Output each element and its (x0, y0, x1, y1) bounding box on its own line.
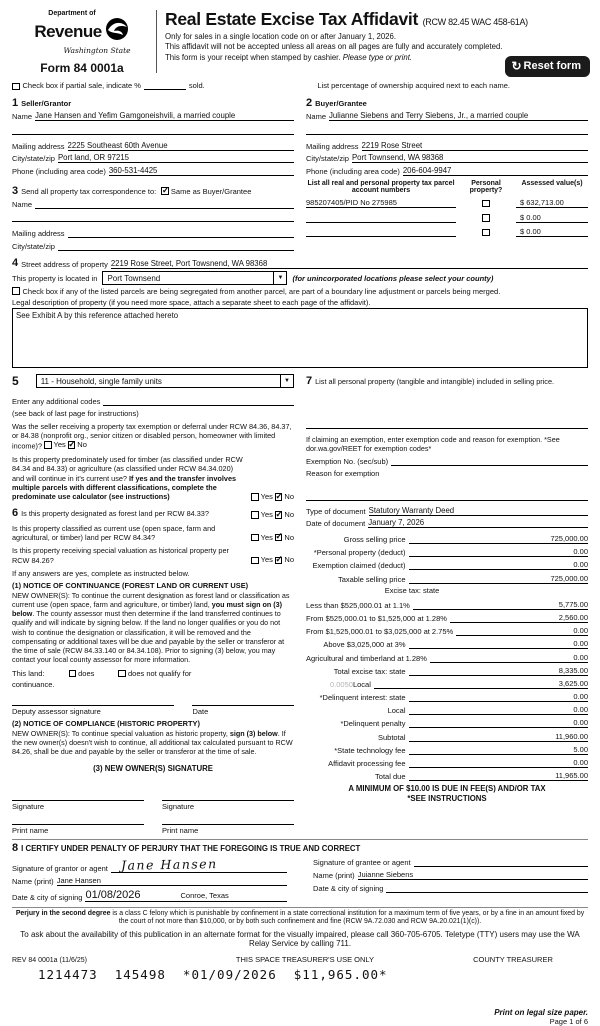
historic-question: Is this property receiving special valuation as historical property per RCW 84.26? Yes ✓ No (12, 546, 294, 565)
seller-section: 1 Seller/Grantor Name Jane Hansen and Yefim Gamgoneishvili, a married couple Mailing address 2225 Southeast 60th Avenue City/state/zip Port land, OR 97215 Phone (including area code) 360-531-4425 3 Send all property tax correspondence to: ✓ Same as Buyer/Grantee Name Mailing address City/state/zip (12, 94, 294, 253)
property-address-section: 4 Street address of property 2219 Rose Street, Port Towsnend, WA 98368 This property is located in Port Townsend ▼ (for unincorporated locations please select your county) Check box if any of the listed parcels are being segregated from another parcel, are part of a boundary line adjustment or parcels being merged. Legal description of property (if you need more space, attach a separate sheet to each page of the affidavit). See Exhibit A by this reference attached hereto (12, 257, 588, 368)
title-rcw: (RCW 82.45 WAC 458-61A) (422, 17, 528, 27)
tier4-tax[interactable]: 0.00 (508, 639, 588, 649)
buyer-city-field[interactable]: Port Townsend, WA 98368 (352, 153, 588, 163)
affidavit-page: Department of Revenue Washington State Form 84 0001a Real Estate Excise Tax Affidavit (RCW 82.45 WAC 458-61A) Only for sales in a single location code on or after January 1, 2026. This affidavit will not be accepted unless all areas on all pages are fully and accurately completed. This form is your receipt when stamped by cashier. Please type or print. ↻ Reset form Check box if partial sale, indicate % sold. List percentage of ownership acquired next to each name. 1 Seller/Grantor Name Jane Hansen and Yefim Gamgoneishvili, a married couple Mailing address 2225 Southeast 60th Avenue City/state/zip Port land, OR 97215 Phone (including area code) 360-531-4425 3 Send all property tax correspondence to: ✓ Same as Buyer/Grantee Name Mailing address City/state/zip 2 Buyer/Grantee Name Julianne Siebens and Terry Siebens, Jr., a married couple Mailing address 2219 Rose Street City/state/zip Port Townsend, WA 98368 Phone (including area code) 206-604-9947 List all real and personal property tax parcel account numbers Personal property? Assessed value(s) 985207405/PID No 275985 $ 632,713.00 $ 0.00 $ 0.00 4 Street address of property 2219 Rose Street, Port Towsnend, WA 98368 This property is located in Port Townsend ▼ (for unincorporated locations please select your county) Check box if any of the listed parcels are being segregated from another parcel, are part of a boundary line adjustment or parcels being merged. Legal description of property (if you need more space, attach a separate sheet to each page of the affidavit). See Exhibit A by this reference attached hereto 5 11 - Household, single family units ▼ Enter any additional codes (see back of last page for instructions) Was the seller receiving a property tax exemption or deferral under RCW 84.36, 84.37, or 84.38 (nonprofit org., senior citizen or disabled person, homeowner with limited income)? Yes ✓ No Is this property predominately used for timber (as classified under RCW 84.34 and 84.33) or agriculture (as classified under RCW 84.34.020) and will continue in it's current use? If yes and the transfer involves multiple parcels with different classifications, complete the predominate use calculator (see instructions) Yes ✓ No 6 Is this property designated as forest land per RCW 84.33? Yes ✓ No Is this property classified as current use (open space, farm and agricultural, or timber) land per RCW 84.34? Yes ✓ No Is this property receiving special valuation as historical property per RCW 84.26? Yes ✓ No If any answers are yes, complete as instructed below. (1) NOTICE OF CONTINUANCE (FOREST LAND OR CURRENT USE) NEW OWNER(S): To continue the current designation as forest land or classification as current use (open space, farm and agriculture, or timber) land, you must sign on (3) below. The county assessor must then determine if the land transferred continues to qualify and will indicate by signing below. If the land no longer qualifies or you do not wish to continue the designation or classification, it will be removed and the compensating or additional taxes will be due and payable by the seller or transferor at the time of sale (RCW 84.33.140 or 84.34.108). Prior to signing (3) below, you may contact your local county assessor for more information. This land: does does not qualify for continuance. Deputy assessor signature Date (2) NOTICE OF COMPLIANCE (HISTORIC PROPERTY) NEW OWNER(S): To continue special valuation as historic property, sign (3) below. If the new owner(s) doesn't wish to continue, all additional tax calculated pursuant to RCW 84.26, shall be due and payable by the seller or transferor at the time of sale. (3) NEW OWNER(S) SIGNATURE Signature Print name Signature Print name 7 List all personal property (tangible and intangible) included in selling price. If claiming an exemption, enter exemption code and reason for exemption. *See dor.wa.gov/REET for exemption codes* Exemption No. (sec/sub) Reason for exemption Type of document Statutory Warranty Deed Date of document January 7, 2026 Gross selling price 725,000.00 *Personal property (deduct) 0.00 Exemption claimed (deduct) 0.00 Taxable selling price 725,000.00 Excise tax: state Less than $525,000.01 at 1.1% 5,775.00 From $525,000.01 to $1,525,000 at 1.28% 2,560.00 From $1,525,000.01 to $3,025,000 at 2.75% 0.00 Above $3,025,000 at 3% 0.00 Agricultural and timberland at 1.28% 0.00 Total excise tax: state 8,335.00 0.0050 Local 3,625.00 *Delinquent interest: state 0.00 Local 0.00 *Delinquent penalty 0.00 Subtotal 11,960.00 *State technology fee 5.00 Affidavit processing fee 0.00 Total due 11,965.00 A MINIMUM OF $10.00 IS DUE IN FEE(S) AND/OR TAX *SEE INSTRUCTIONS 8 I CERTIFY UNDER PENALTY OF PERJURY THAT THE FOREGOING IS TRUE AND CORRECT Signature of grantor or agent Jane Hansen Name (print) Jane Hansen Date & city of signing 01/08/2026 Conroe, Texas Signature of grantee or agent Name (print) Juianne Siebens Date & city of signing Perjury in the second degree is a class C felony which is punishable by confinement in a state correctional institution for a maximum term of five years, or by a fine in an amount fixed by the court of not more than $10,000, or by both such confinement and fine (RCW 9A.72.030 and RCW 9A.20.021(1)(c)). To ask about the availability of this publication in an alternate format for the visually impaired, please call 360-705-6705. Teletype (TTY) users may use the WA Relay Service by calling 711. REV 84 0001a (11/6/25) THIS SPACE TREASURER'S USE ONLY COUNTY TREASURER 1214473 145498 *01/09/2026 $11,965.00* Print on legal size paper. Page 1 of 6 (0, 0, 600, 988)
notice-compliance-title: (2) NOTICE OF COMPLIANCE (HISTORIC PROPERTY) (12, 719, 200, 729)
timber-yes-checkbox[interactable] (251, 493, 259, 501)
certification-section: 8 I CERTIFY UNDER PENALTY OF PERJURY THAT THE FOREGOING IS TRUE AND CORRECT Signature of grantor or agent Jane Hansen Name (print) Jane Hansen Date & city of signing 01/08/2026 Conroe, Texas Signature of grantee or agent Name (print) Juianne Siebens Date & city of signing (12, 839, 588, 902)
exemption-yes-checkbox[interactable] (44, 441, 52, 449)
personal-property-checkbox[interactable] (482, 200, 490, 208)
owner-printname-field-2[interactable]: Print name (162, 824, 294, 835)
treasurer-stamp: 1214473 145498 *01/09/2026 $11,965.00* (38, 967, 388, 983)
historic-yes-checkbox[interactable] (251, 557, 259, 565)
segregated-checkbox[interactable] (12, 287, 20, 295)
notice-continuance-title: (1) NOTICE OF CONTINUANCE (FOREST LAND OR CURRENT USE) (12, 581, 249, 591)
logo-revenue: Revenue (34, 21, 102, 41)
exemption-claimed-deduct[interactable]: 0.00 (508, 560, 588, 570)
timber-question: Is this property predominately used for timber (as classified under RCW 84.34 and 84.33) or agriculture (as classified under RCW 84.34.020) and will continue in it's current use? If yes and the transfer involves multiple parcels with different classifications, complete the predominate use calculator (see instructions) Yes ✓ No (12, 455, 294, 502)
same-as-buyer-checkbox[interactable] (161, 187, 169, 195)
header-note-2: This affidavit will not be accepted unless all areas on all pages are fully and accurately completed. (165, 42, 503, 51)
tier3-tax[interactable]: 0.00 (508, 626, 588, 636)
tax-section: 7 List all personal property (tangible and intangible) included in selling price. If claiming an exemption, enter exemption code and reason for exemption. *See dor.wa.gov/REET for exemption codes* Exemption No. (sec/sub) Reason for exemption Type of document Statutory Warranty Deed Date of document January 7, 2026 Gross selling price 725,000.00 *Personal property (deduct) 0.00 Exemption claimed (deduct) 0.00 Taxable selling price 725,000.00 Excise tax: state Less than $525,000.01 at 1.1% 5,775.00 From $525,000.01 to $1,525,000 at 1.28% 2,560.00 From $1,525,000.01 to $3,025,000 at 2.75% 0.00 Above $3,025,000 at 3% 0.00 Agricultural and timberland at 1.28% 0.00 Total excise tax: state 8,335.00 0.0050 Local 3,625.00 *Delinquent interest: state 0.00 Local 0.00 *Delinquent penalty 0.00 Subtotal 11,960.00 *State technology fee 5.00 Affidavit processing fee 0.00 Total due 11,965.00 A MINIMUM OF $10.00 IS DUE IN FEE(S) AND/OR TAX *SEE INSTRUCTIONS (306, 375, 588, 804)
owner-signature-field-1[interactable]: Signature (12, 800, 144, 811)
currentuse-no-checkbox[interactable] (275, 534, 283, 542)
grantee-printname-field[interactable]: Juianne Siebens (358, 870, 588, 880)
use-codes-section: 5 11 - Household, single family units ▼ Enter any additional codes (see back of last page for instructions) Was the seller receiving a property tax exemption or deferral under RCW 84.36, 84.37, or 84.38 (nonprofit org., senior citizen or disabled person, homeowner with limited income)? Yes ✓ No Is this property predominately used for timber (as classified under RCW 84.34 and 84.33) or agriculture (as classified under RCW 84.34.020) and will continue in it's current use? If yes and the transfer involves multiple parcels with different classifications, complete the predominate use calculator (see instructions) Yes ✓ No 6 Is this property designated as forest land per RCW 84.33? Yes ✓ No Is this property classified as current use (open space, farm and agricultural, or timber) land per RCW 84.34? Yes ✓ No Is this property receiving special valuation as historical property per RCW 84.26? Yes ✓ No If any answers are yes, complete as instructed below. (1) NOTICE OF CONTINUANCE (FOREST LAND OR CURRENT USE) NEW OWNER(S): To continue the current designation as forest land or classification as current use (open space, farm and agriculture, or timber) land, you must sign on (3) below. The county assessor must then determine if the land transferred continues to qualify and will indicate by signing below. If the land no longer qualifies or you do not wish to continue the designation or classification, it will be removed and the compensating or additional taxes will be due and payable by the seller or transferor at the time of sale (RCW 84.33.140 or 84.34.108). Prior to signing (3) below, you may contact your local county assessor for more information. This land: does does not qualify for continuance. Deputy assessor signature Date (2) NOTICE OF COMPLIANCE (HISTORIC PROPERTY) NEW OWNER(S): To continue special valuation as historic property, sign (3) below. If the new owner(s) doesn't wish to continue, all additional tax calculated pursuant to RCW 84.26, shall be due and payable by the seller or transferor at the time of sale. (3) NEW OWNER(S) SIGNATURE Signature Print name Signature Print name (12, 374, 294, 835)
county-dropdown[interactable]: Port Townsend ▼ (102, 271, 287, 285)
document-type-field[interactable]: Statutory Warranty Deed (369, 506, 588, 516)
buyer-mailing-field[interactable]: 2219 Rose Street (362, 141, 588, 151)
grantee-date-field[interactable] (386, 883, 588, 893)
footer (12, 907, 588, 1026)
grantor-date-field[interactable]: 01/08/2026 Conroe, Texas (85, 889, 287, 902)
correspondence-section: 3 Send all property tax correspondence to: ✓ Same as Buyer/Grantee (12, 185, 294, 197)
parcel-row (306, 194, 588, 209)
forest-yes-checkbox[interactable] (251, 511, 259, 519)
deputy-assessor-signature-field[interactable]: Deputy assessor signature (12, 705, 174, 716)
personal-property-checkbox[interactable] (482, 229, 490, 237)
buyer-phone-field[interactable]: 206-604-9947 (403, 166, 588, 176)
grantor-signature-block: Signature of grantor or agent Jane Hansen Name (print) Jane Hansen Date & city of signing 01/08/2026 Conroe, Texas (12, 854, 287, 902)
segregated-note: Check box if any of the listed parcels are being segregated from another parcel, are part of a boundary line adjustment or parcels being merged. (22, 287, 501, 296)
excise-tax-state-header: Excise tax: state (384, 585, 440, 595)
reason-exemption-field[interactable] (306, 500, 588, 501)
local-rate: 0.0050 (330, 679, 353, 689)
total-due[interactable]: 11,965.00 (508, 771, 588, 781)
print-note: Print on legal size paper. (494, 1008, 588, 1018)
seller-city-field[interactable]: Port land, OR 97215 (58, 153, 294, 163)
assessed-value-field[interactable]: $ 0.00 (516, 213, 588, 223)
chevron-down-icon[interactable]: ▼ (273, 272, 286, 284)
deputy-date-field[interactable]: Date (192, 705, 294, 716)
current-use-question: Is this property classified as current use (open space, farm and agricultural, or timber) land per RCW 84.34? Yes ✓ No (12, 524, 294, 543)
reason-exemption-label: Reason for exemption (306, 468, 380, 478)
buyer-name-field[interactable]: Julianne Siebens and Terry Siebens, Jr., a married couple (329, 111, 588, 121)
state-technology-fee[interactable]: 5.00 (508, 745, 588, 755)
buyer-name-field-2[interactable] (306, 124, 588, 135)
gross-selling-price[interactable]: 725,000.00 (508, 534, 588, 544)
page-number: Page 1 of 6 (549, 1017, 588, 1026)
document-date-field[interactable]: January 7, 2026 (368, 518, 588, 528)
grantee-signature-field[interactable] (414, 857, 588, 867)
historic-no-checkbox[interactable] (275, 557, 283, 565)
agricultural-tax[interactable]: 0.00 (508, 653, 588, 663)
partial-sale-percent-field[interactable] (144, 89, 186, 90)
answers-note: If any answers are yes, complete as instructed below. (12, 569, 190, 579)
seller-name-field[interactable]: Jane Hansen and Yefim Gamgoneishvili, a married couple (35, 111, 294, 121)
additional-codes-field[interactable] (103, 396, 294, 406)
grantee-signature-block: Signature of grantee or agent Name (print) Juianne Siebens Date & city of signing (313, 854, 588, 902)
total-excise-state[interactable]: 8,335.00 (508, 666, 588, 676)
land-does-not-checkbox[interactable] (118, 670, 126, 678)
currentuse-yes-checkbox[interactable] (251, 534, 259, 542)
buyer-section: 2 Buyer/Grantee Name Julianne Siebens and Terry Siebens, Jr., a married couple Mailing address 2219 Rose Street City/state/zip Port Townsend, WA 98368 Phone (including area code) 206-604-9947 List all real and personal property tax parcel account numbers Personal property? Assessed value(s) 985207405/PID No 275985 $ 632,713.00 $ 0.00 $ 0.00 (306, 94, 588, 253)
header-divider (156, 10, 157, 73)
seller-phone-field[interactable]: 360-531-4425 (109, 166, 294, 176)
forest-land-question: 6 Is this property designated as forest land per RCW 84.33? Yes ✓ No (12, 506, 294, 520)
minimum-due-note: A MINIMUM OF $10.00 IS DUE IN FEE(S) AND/OR TAX *SEE INSTRUCTIONS (348, 784, 546, 804)
certification-title: I CERTIFY UNDER PENALTY OF PERJURY THAT THE FOREGOING IS TRUE AND CORRECT (21, 843, 361, 853)
land-use-dropdown[interactable]: 11 - Household, single family units ▼ (36, 374, 294, 388)
logo-washington-state: Washington State (63, 46, 131, 55)
correspondence-name-field-2[interactable] (12, 211, 294, 222)
affidavit-processing-fee[interactable]: 0.00 (508, 758, 588, 768)
legal-description-field[interactable]: See Exhibit A by this reference attached hereto (12, 308, 588, 368)
exemption-no-checkbox[interactable] (68, 441, 76, 449)
accessibility-note: To ask about the availability of this publication in an alternate format for the visually impaired, please call 360-705-6705. Teletype (TTY) users may use the WA Relay Service by calling 711. (20, 929, 580, 949)
correspondence-mailing-field[interactable] (68, 228, 294, 238)
codes-note: (see back of last page for instructions) (12, 408, 139, 418)
county-treasurer-label: COUNTY TREASURER (473, 955, 553, 965)
personal-property-deduct[interactable]: 0.00 (508, 547, 588, 557)
new-owner-signature-title: (3) NEW OWNER(S) SIGNATURE (93, 763, 213, 773)
parcel-table-header: List all real and personal property tax parcel account numbers Personal property? Assessed value(s) (307, 179, 583, 194)
revenue-swirl-icon (104, 17, 130, 46)
correspondence-city-field[interactable] (58, 241, 294, 251)
assessed-value-field[interactable]: $ 632,713.00 (516, 198, 588, 208)
ownership-note: List percentage of ownership acquired next to each name. (317, 81, 510, 90)
reset-icon: ↻ (511, 59, 522, 73)
rev-number: REV 84 0001a (11/6/25) (12, 957, 87, 965)
timber-no-checkbox[interactable] (275, 493, 283, 501)
header (12, 8, 588, 75)
legal-description-label: Legal description of property (if you need more space, attach a separate sheet to each page of the affidavit). (12, 298, 371, 307)
assessed-value-field[interactable]: $ 0.00 (516, 227, 588, 237)
county-note: (for unincorporated locations please select your county) (292, 273, 494, 283)
owner-signature-field-2[interactable]: Signature (162, 800, 294, 811)
perjury-note: Perjury in the second degree is a class C felony which is punishable by confinement in a state correctional institution for a maximum term of five years, or by a fine in an amount fixed by the court of not more than $10,000, or by both such confinement and fine (RCW 9A.72.030 and RCW 9A.20.021(1)(c)). (12, 907, 588, 927)
notice-compliance-text: NEW OWNER(S): To continue special valuation as historic property, sign (3) below. If the new owner(s) doesn't wish to continue, all additional tax calculated pursuant to RCW 84.26, shall be due and payable by the seller or transferor at the time of sale. (12, 729, 293, 757)
delinquent-interest-local[interactable]: 0.00 (508, 705, 588, 715)
delinquent-interest-state[interactable]: 0.00 (508, 692, 588, 702)
local-tax[interactable]: 3,625.00 (508, 679, 588, 689)
partial-sale-checkbox[interactable] (12, 83, 20, 91)
delinquent-penalty[interactable]: 0.00 (508, 718, 588, 728)
exemption-question: Was the seller receiving a property tax exemption or deferral under RCW 84.36, 84.37, or 84.38 (nonprofit org., senior citizen or disabled person, homeowner with limited income)? Yes ✓ No (12, 422, 294, 452)
parcel-number-field[interactable] (306, 236, 456, 237)
grantor-signature-field[interactable]: Jane Hansen (111, 857, 287, 873)
seller-name-field-2[interactable] (12, 124, 294, 135)
notice-continuance-text: NEW OWNER(S): To continue the current designation as forest land or classification as current use (open space, farm and agriculture, or timber) land, you must sign on (3) below. The county assessor must then determine if the land transferred continues to qualify and will indicate by signing below. If the land no longer qualifies or you do not wish to continue the designation or classification, it will be removed and the compensating or additional taxes will be due and payable by the seller or transferor at the time of sale (RCW 84.33.140 or 84.34.108). Prior to signing (3) below, you may contact your local county assessor for more information. (12, 591, 290, 665)
land-qualify-row: This land: does does not qualify for (12, 669, 192, 679)
grantor-printname-field[interactable]: Jane Hansen (57, 876, 287, 886)
logo-dept-of: Department of (48, 10, 96, 17)
exemption-number-field[interactable] (391, 456, 588, 466)
parcel-number-field[interactable] (306, 222, 456, 223)
land-does-checkbox[interactable] (69, 670, 77, 678)
correspondence-name-field[interactable] (35, 199, 294, 209)
revenue-logo-block (12, 8, 152, 75)
header-note-3: This form is your receipt when stamped by cashier. Please type or print. (165, 52, 413, 62)
seller-mailing-field[interactable]: 2225 Southeast 60th Avenue (68, 141, 294, 151)
page-title: Real Estate Excise Tax Affidavit (RCW 82.45 WAC 458-61A) (165, 9, 528, 29)
subtotal[interactable]: 11,960.00 (508, 732, 588, 742)
forest-no-checkbox[interactable] (275, 511, 283, 519)
treasurer-space-label: THIS SPACE TREASURER'S USE ONLY (235, 955, 375, 965)
chevron-down-icon[interactable]: ▼ (280, 375, 293, 387)
parcel-number-field[interactable]: 985207405/PID No 275985 (306, 198, 456, 208)
parcel-row (306, 223, 588, 238)
street-address-field[interactable]: 2219 Rose Street, Port Towsnend, WA 98368 (111, 259, 588, 269)
reset-form-button[interactable]: ↻ Reset form (505, 56, 590, 77)
tier1-tax[interactable]: 5,775.00 (508, 600, 588, 610)
tier2-tax[interactable]: 2,560.00 (508, 613, 588, 623)
exemption-note: If claiming an exemption, enter exemption code and reason for exemption. *See dor.wa.gov/REET for exemption codes* (306, 435, 560, 454)
partial-sale-label: Check box if partial sale, indicate % (22, 81, 141, 90)
form-number: Form 84 0001a (40, 61, 124, 75)
parcel-row (306, 208, 588, 223)
personal-property-checkbox[interactable] (482, 214, 490, 222)
owner-printname-field-1[interactable]: Print name (12, 824, 144, 835)
personal-property-field[interactable] (306, 428, 588, 429)
header-note-1: Only for sales in a single location code on or after January 1, 2026. (165, 31, 397, 41)
taxable-selling-price[interactable]: 725,000.00 (508, 574, 588, 584)
personal-property-label: List all personal property (tangible and intangible) included in selling price. (315, 377, 555, 386)
